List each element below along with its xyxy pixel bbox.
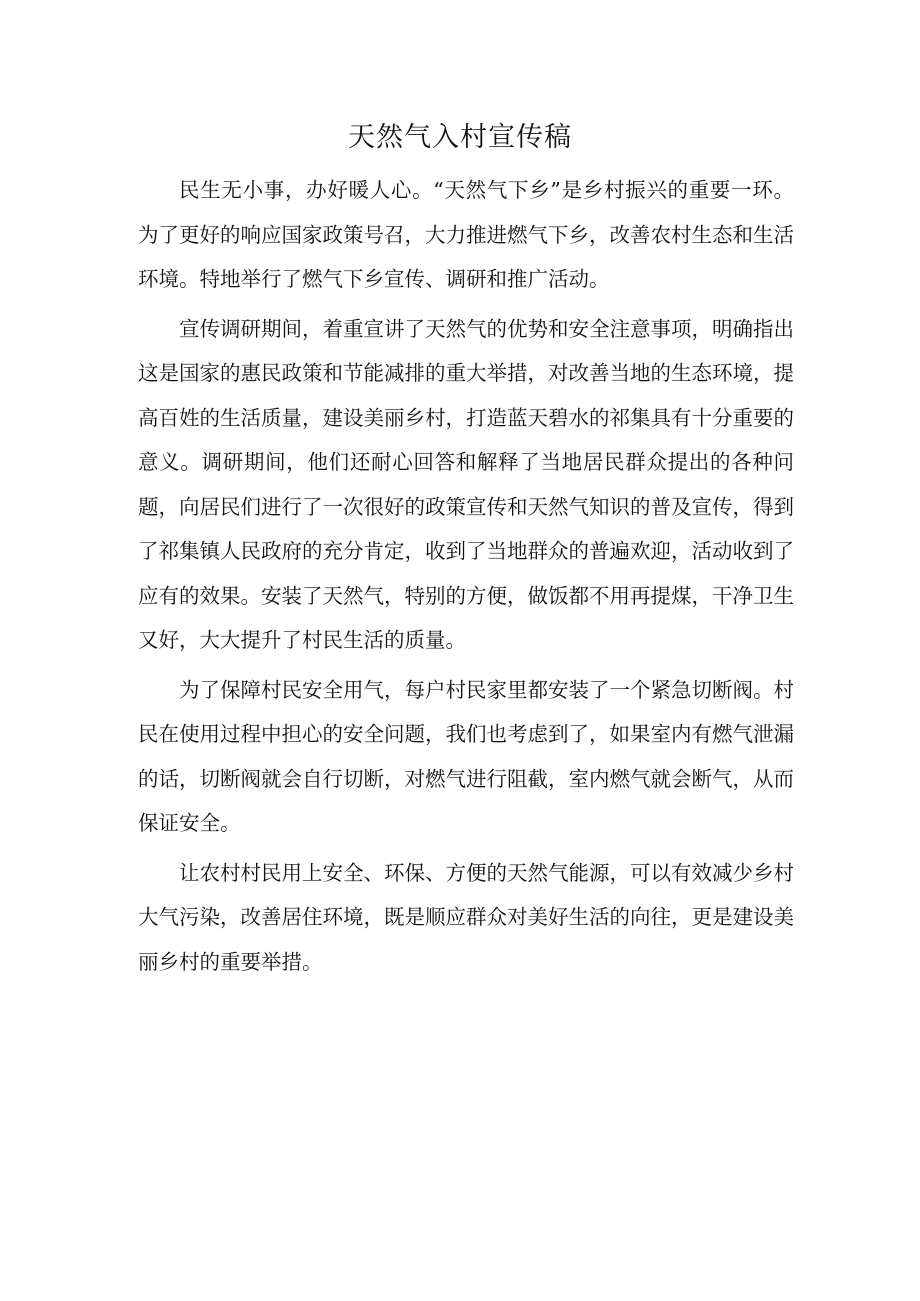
- paragraph-research: 宣传调研期间，着重宣讲了天然气的优势和安全注意事项，明确指出这是国家的惠民政策和节能减排的重大举措，对改善当地的生态环境，提高百姓的生活质量，建设美丽乡村，打造蓝天碧水的祁集具有十分重要的意义。调研期间，他们还耐心回答和解释了当地居民群众提出的各种问题，向居民们进行了一次很好的政策宣传和天然气知识的普及宣传，得到了祁集镇人民政府的充分肯定，收到了当地群众的普遍欢迎，活动收到了应有的效果。安装了天然气，特别的方便，做饭都不用再提煤，干净卫生又好，大大提升了村民生活的质量。: [138, 316, 794, 652]
- paragraph-intro: 民生无小事，办好暖人心。“天然气下乡”是乡村振兴的重要一环。为了更好的响应国家政策号召，大力推进燃气下乡，改善农村生态和生活环境。特地举行了燃气下乡宣传、调研和推广活动。: [138, 178, 794, 291]
- document-body: [138, 168, 794, 989]
- document-title: 天然气入村宣传稿: [348, 122, 572, 153]
- paragraph-conclusion: 让农村村民用上安全、环保、方便的天然气能源，可以有效减少乡村大气污染，改善居住环境，既是顺应群众对美好生活的向往，更是建设美丽乡村的重要举措。: [138, 860, 794, 974]
- paragraph-safety: 为了保障村民安全用气，每户村民家里都安装了一个紧急切断阀。村民在使用过程中担心的安全问题，我们也考虑到了，如果室内有燃气泄漏的话，切断阀就会自行切断，对燃气进行阻截，室内燃气就会断气，从而保证安全。: [138, 677, 794, 835]
